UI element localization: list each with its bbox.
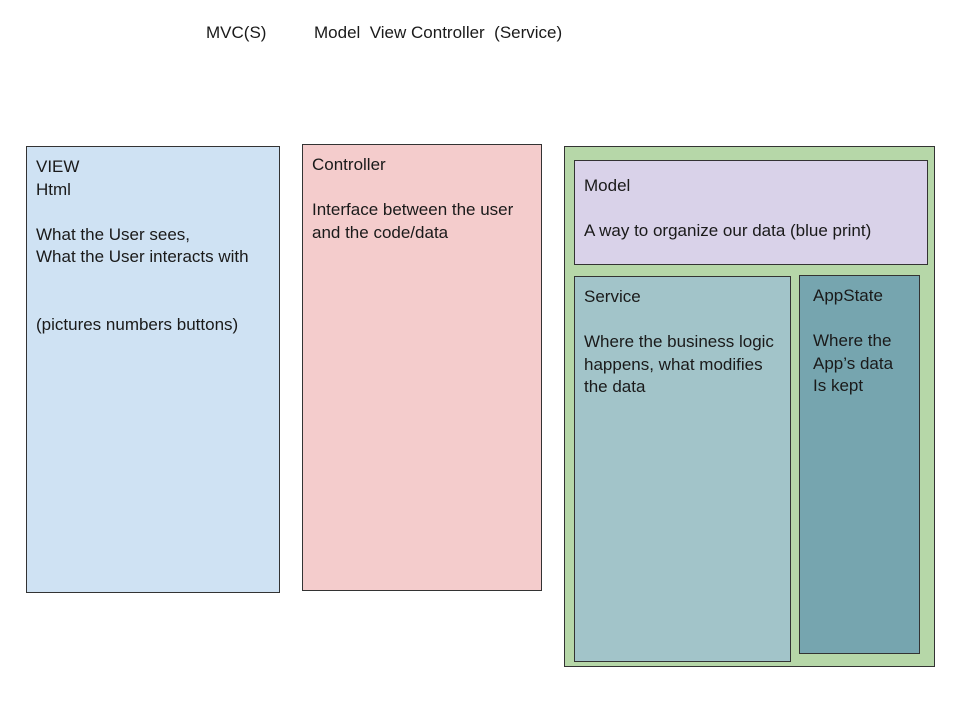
controller-description: Interface between the user and the code/data: [312, 200, 519, 242]
view-description: What the User interacts with: [36, 247, 249, 266]
view-examples: (pictures numbers buttons): [36, 314, 239, 334]
controller-heading: Controller: [312, 155, 386, 174]
appstate-box: [799, 275, 920, 654]
controller-box: [302, 144, 542, 591]
view-description: What the User sees,: [36, 224, 191, 244]
appstate-spacer: [813, 308, 906, 331]
view-heading: VIEW: [36, 157, 80, 176]
controller-spacer: [312, 177, 532, 200]
model-spacer: [584, 198, 918, 221]
diagram-short-title: MVC(S): [206, 23, 267, 42]
view-box: [26, 146, 280, 593]
diagram-full-title: Model View Controller (Service): [314, 23, 563, 42]
view-spacer: [36, 291, 270, 314]
view-subheading: Html: [36, 179, 71, 199]
view-spacer: [36, 269, 270, 292]
model-heading: Model: [584, 176, 631, 195]
model-service-group: [564, 146, 935, 667]
appstate-description: Is kept: [813, 376, 864, 395]
appstate-description: App’s data: [813, 353, 894, 373]
service-heading: Service: [584, 287, 641, 306]
appstate-heading: AppState: [813, 286, 883, 305]
appstate-description: Where the: [813, 331, 892, 350]
view-spacer: [36, 201, 270, 224]
service-spacer: [584, 309, 781, 332]
service-box: [574, 276, 791, 662]
model-description: A way to organize our data (blue print): [584, 221, 872, 240]
model-box: [574, 160, 928, 265]
service-description: Where the business logic happens, what modifies the data: [584, 332, 779, 396]
